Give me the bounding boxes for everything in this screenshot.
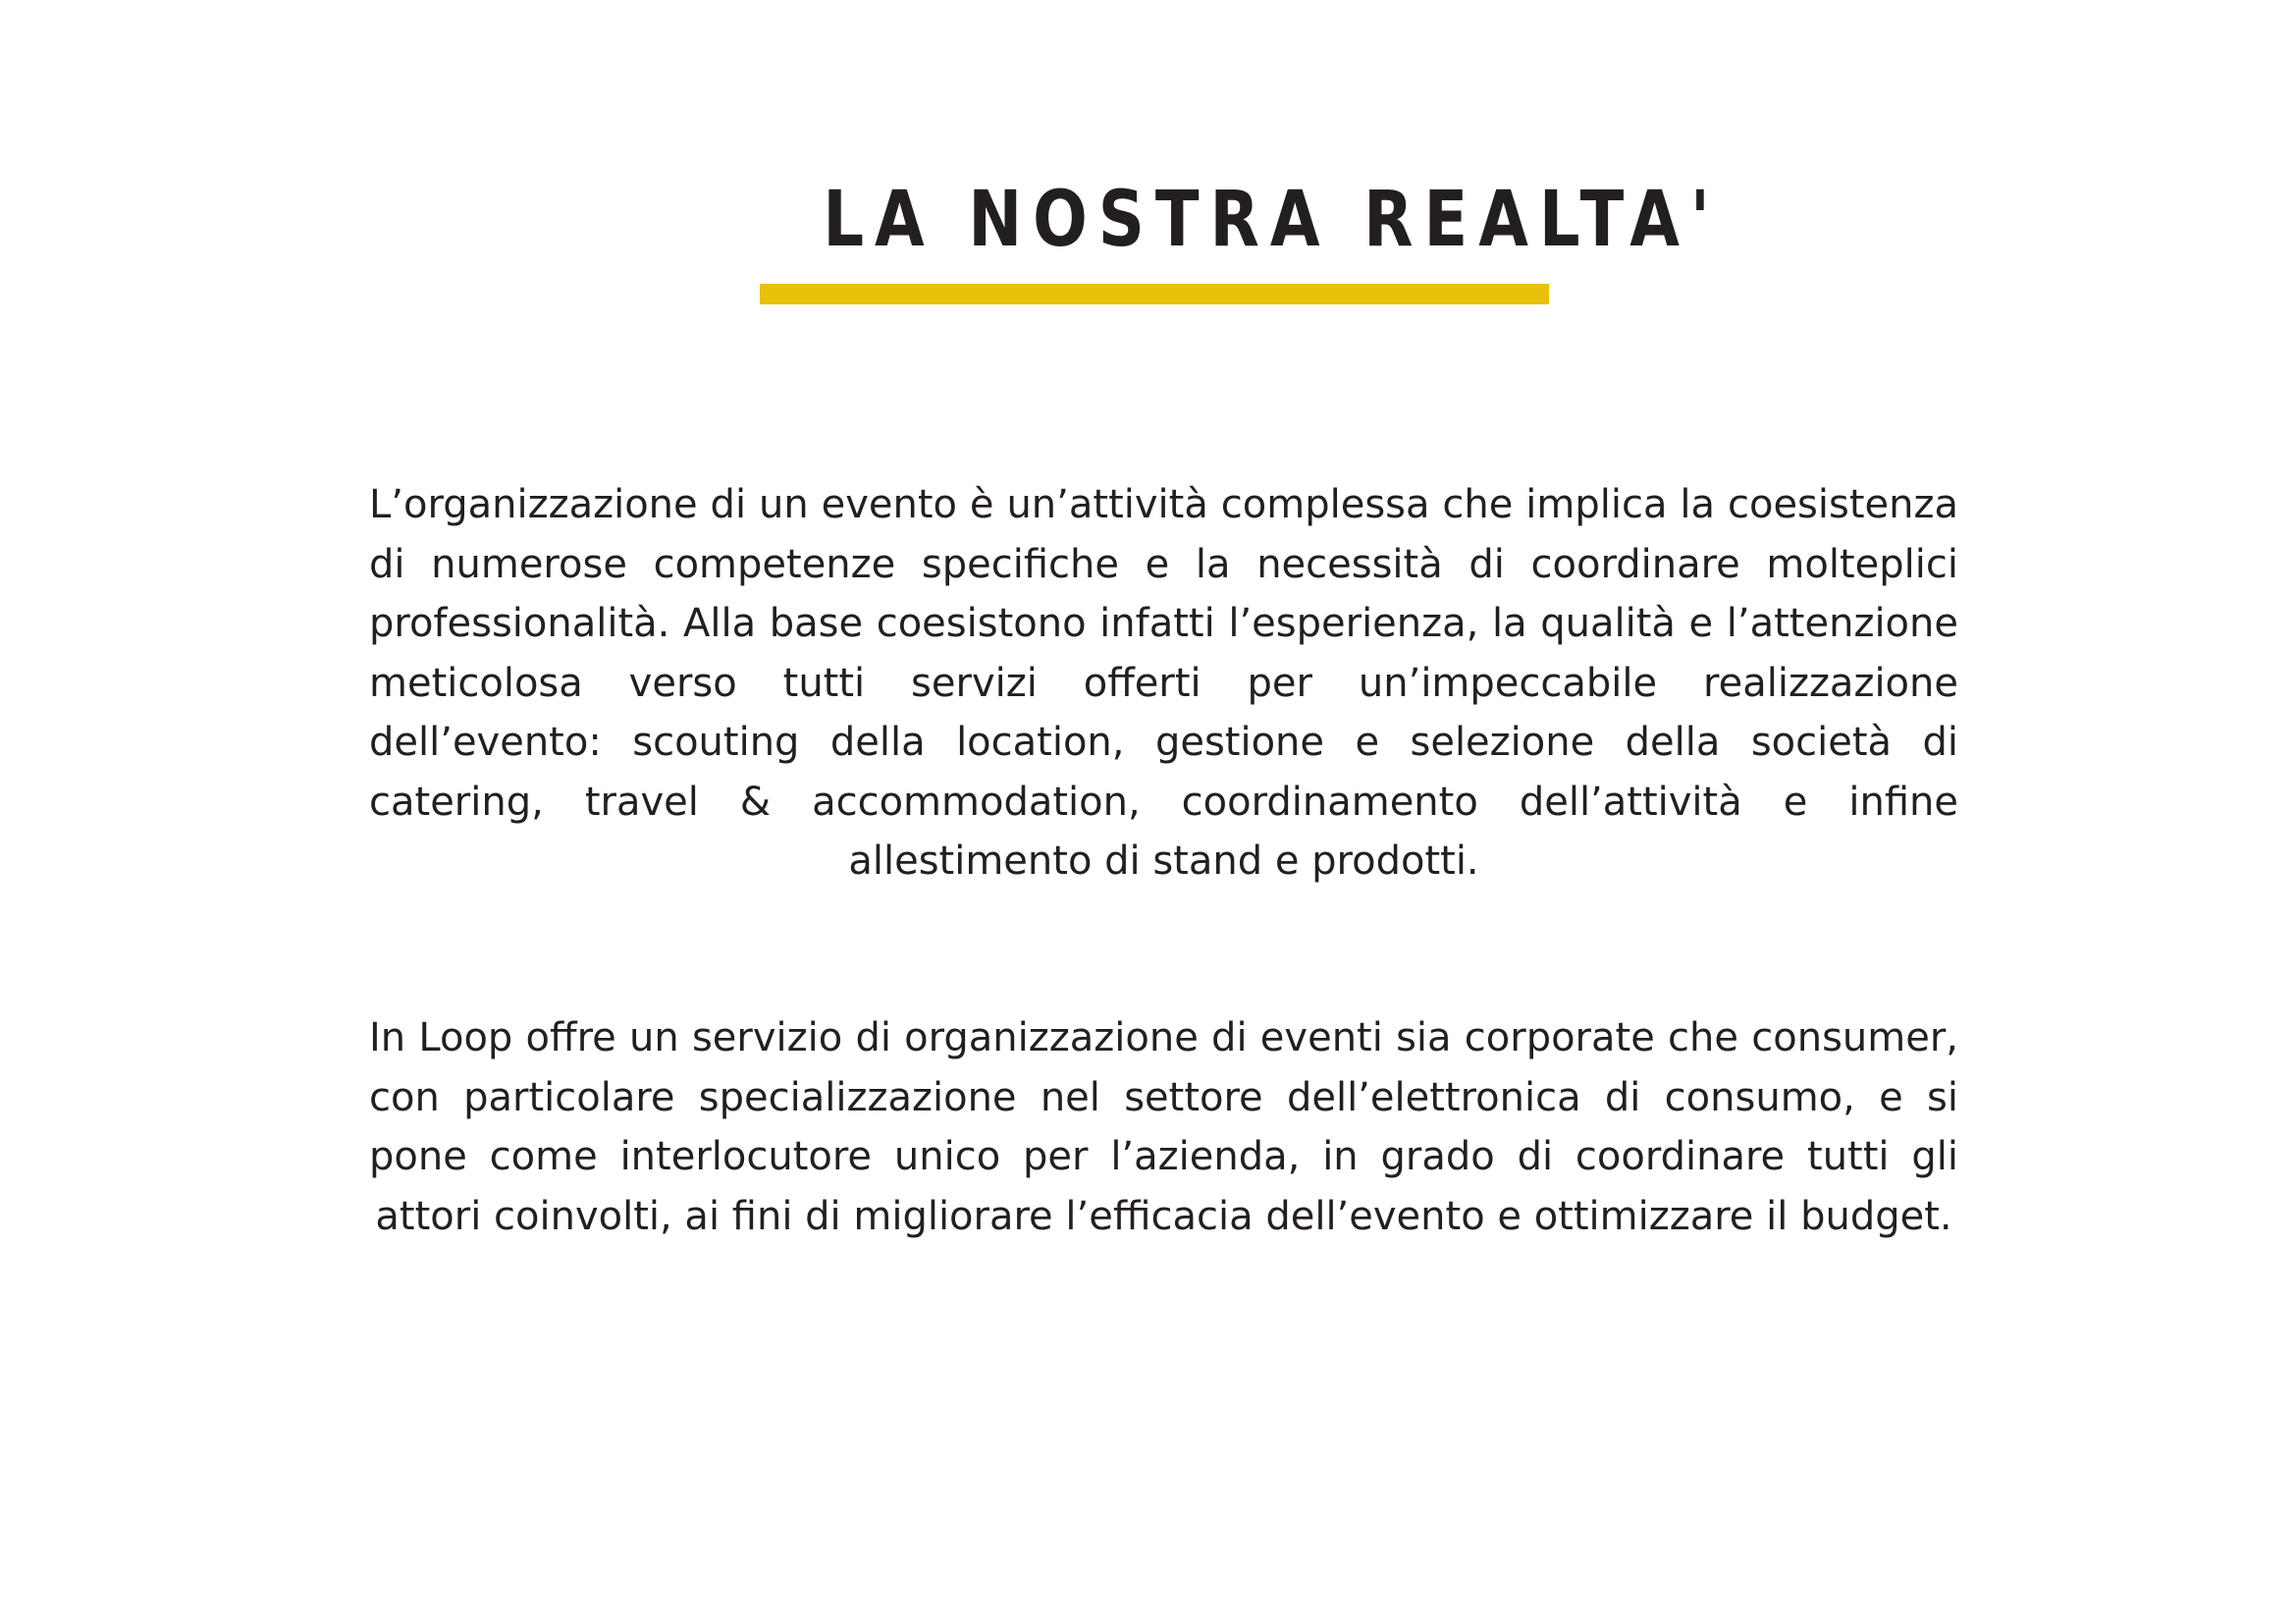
page-title-container [760,173,1721,267]
title-underline-bar [760,284,1549,304]
body-paragraph-2: In Loop offre un servizio di organizzazione di eventi sia corporate che consumer, con particolare specializzazione nel settore dell’elettronica di consumo, e si pone come interlocutore unico per l’azienda, in grado di coordinare tutti gli attori coinvolti, ai fini di migliorare l’efficacia dell’evento e ottimizzare il budget. [369,1015,1958,1239]
page-title: LA NOSTRA REALTA' [823,176,1721,264]
body-paragraph-1: L’organizzazione di un evento è un’attività complessa che implica la coesistenza di numerose competenze specifiche e la necessità di coordinare molteplici professionalità. Alla base coesistono infatti l’esperienza, la qualità e l’attenzione meticolosa verso tutti servizi offerti per un’impeccabile realizzazione dell’evento: scouting della location, gestione e selezione della società di catering, travel & accommodation, coordinamento dell’attività e infine allestimento di stand e prodotti. [369,482,1958,884]
